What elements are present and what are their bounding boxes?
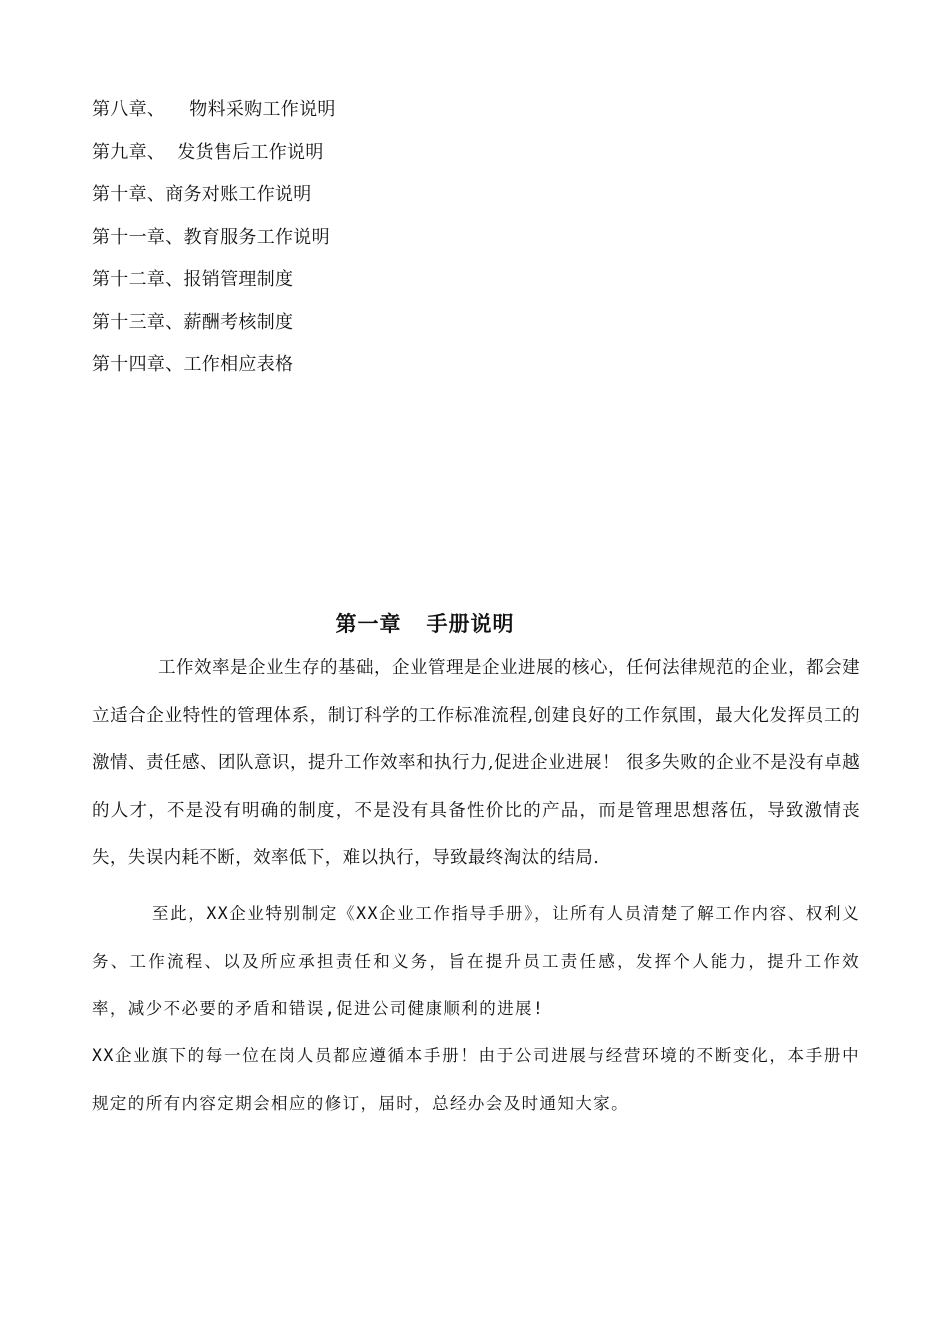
intro-paragraph: 工作效率是企业生存的基础，企业管理是企业进展的核心，任何法律规范的企业，都会建立适合企业特性的管理体系，制订科学的工作标准流程,创建良好的工作氛围，最大化发挥员工的激情、责任感、团队意识，提升工作效率和执行力,促进企业进展！ 很多失败的企业不是没有卓越的人才，不是没有明确的制度，不是没有具备性价比的产品，而是管理思想落伍，导致激情丧失，失误内耗不断，效率低下，难以执行，导致最终淘汰的结局. [92,658,860,868]
toc-item-chapter-12: 第十二章、报销管理制度 [92,269,294,290]
toc-item-chapter-10: 第十章、商务对账工作说明 [92,184,312,205]
toc-item-chapter-14: 第十四章、工作相应表格 [92,354,294,375]
chapter-title: 第一章 手册说明 [335,611,515,636]
toc-item-chapter-11: 第十一章、教育服务工作说明 [92,226,330,248]
purpose-paragraph: 至此，XX企业特别制定《XX企业工作指导手册》，让所有人员清楚了解工作内容、权利义务、工作流程、以及所应承担责任和义务，旨在提升员工责任感，发挥个人能力，提升工作效率，减少不必要的矛盾和错误,促进公司健康顺利的进展! [92,904,860,1018]
toc-item-chapter-9: 第九章、 发货售后工作说明 [92,141,324,163]
compliance-paragraph: XX企业旗下的每一位在岗人员都应遵循本手册！由于公司进展与经营环境的不断变化，本手册中规定的所有内容定期会相应的修订，届时，总经办会及时通知大家。 [92,1046,860,1113]
toc-item-chapter-13: 第十三章、薪酬考核制度 [92,311,294,333]
table-of-contents [92,98,592,396]
toc-item-chapter-8: 第八章、 物料采购工作说明 [92,99,336,120]
